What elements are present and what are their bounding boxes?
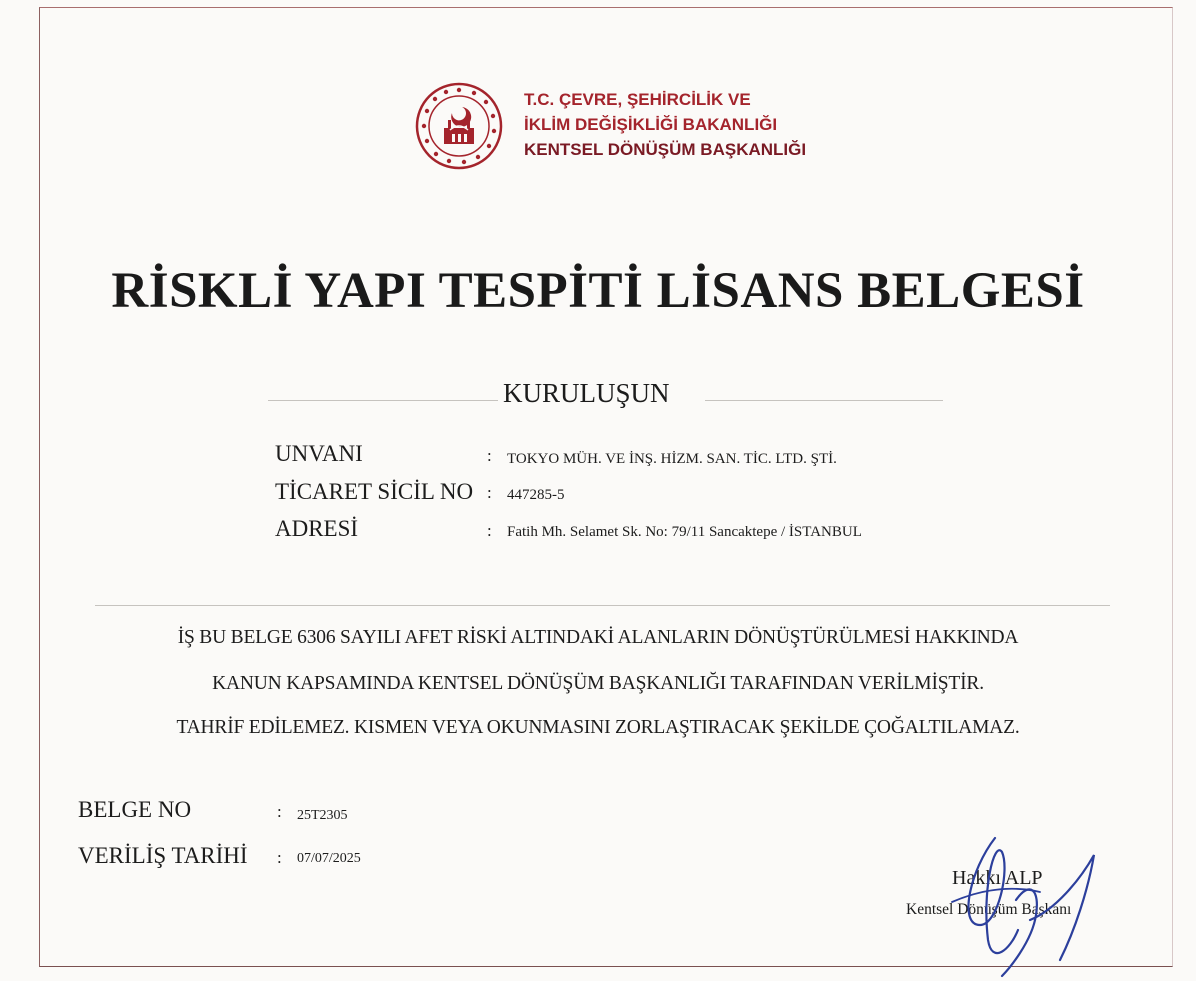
notice-line-3: TAHRİF EDİLEMEZ. KISMEN VEYA OKUNMASINI ZORLAŞTIRACAK ŞEKİLDE ÇOĞALTILAMAZ. bbox=[176, 717, 1020, 738]
ministry-line-1: T.C. ÇEVRE, ŞEHİRCİLİK VE bbox=[524, 90, 751, 109]
ministry-line-3: KENTSEL DÖNÜŞÜM BAŞKANLIĞI bbox=[524, 140, 807, 159]
colon-separator: : bbox=[487, 483, 492, 502]
certificate-number-value: 25T2305 bbox=[297, 808, 348, 823]
colon-separator: : bbox=[277, 802, 282, 821]
trade-registry-label: TİCARET SİCİL NO bbox=[275, 479, 474, 504]
address-value: Fatih Mh. Selamet Sk. No: 79/11 Sancaktepe / İSTANBUL bbox=[507, 524, 862, 540]
heading-rule-left bbox=[268, 400, 498, 401]
certificate-number-label: BELGE NO bbox=[78, 797, 192, 822]
ministry-line-2: İKLİM DEĞİŞİKLİĞİ BAKANLIĞI bbox=[524, 115, 778, 134]
document-title: RİSKLİ YAPI TESPİTİ LİSANS BELGESİ bbox=[111, 263, 1085, 319]
issue-date-value: 07/07/2025 bbox=[297, 851, 361, 866]
colon-separator: : bbox=[487, 521, 492, 540]
signatory-title: Kentsel Dönüşüm Başkanı bbox=[906, 901, 1072, 918]
company-title-label: UNVANI bbox=[275, 441, 363, 466]
colon-separator: : bbox=[277, 848, 282, 867]
heading-rule-right bbox=[705, 400, 943, 401]
signatory-name: Hakkı ALP bbox=[952, 867, 1043, 889]
issue-date-label: VERİLİŞ TARİHİ bbox=[78, 843, 248, 868]
ministry-seal-icon bbox=[414, 66, 504, 186]
ministry-name bbox=[524, 87, 806, 162]
notice-line-2: KANUN KAPSAMINDA KENTSEL DÖNÜŞÜM BAŞKANLIĞI TARAFINDAN VERİLMİŞTİR. bbox=[212, 673, 984, 694]
address-label: ADRESİ bbox=[275, 516, 359, 541]
colon-separator: : bbox=[487, 446, 492, 465]
handwritten-signature bbox=[890, 830, 1110, 980]
trade-registry-value: 447285-5 bbox=[507, 487, 565, 503]
notice-line-1: İŞ BU BELGE 6306 SAYILI AFET RİSKİ ALTINDAKİ ALANLARIN DÖNÜŞTÜRÜLMESİ HAKKINDA bbox=[177, 627, 1019, 648]
company-heading: KURULUŞUN bbox=[503, 378, 670, 408]
section-divider bbox=[95, 605, 1110, 606]
company-title-value: TOKYO MÜH. VE İNŞ. HİZM. SAN. TİC. LTD. ŞTİ. bbox=[507, 451, 837, 467]
